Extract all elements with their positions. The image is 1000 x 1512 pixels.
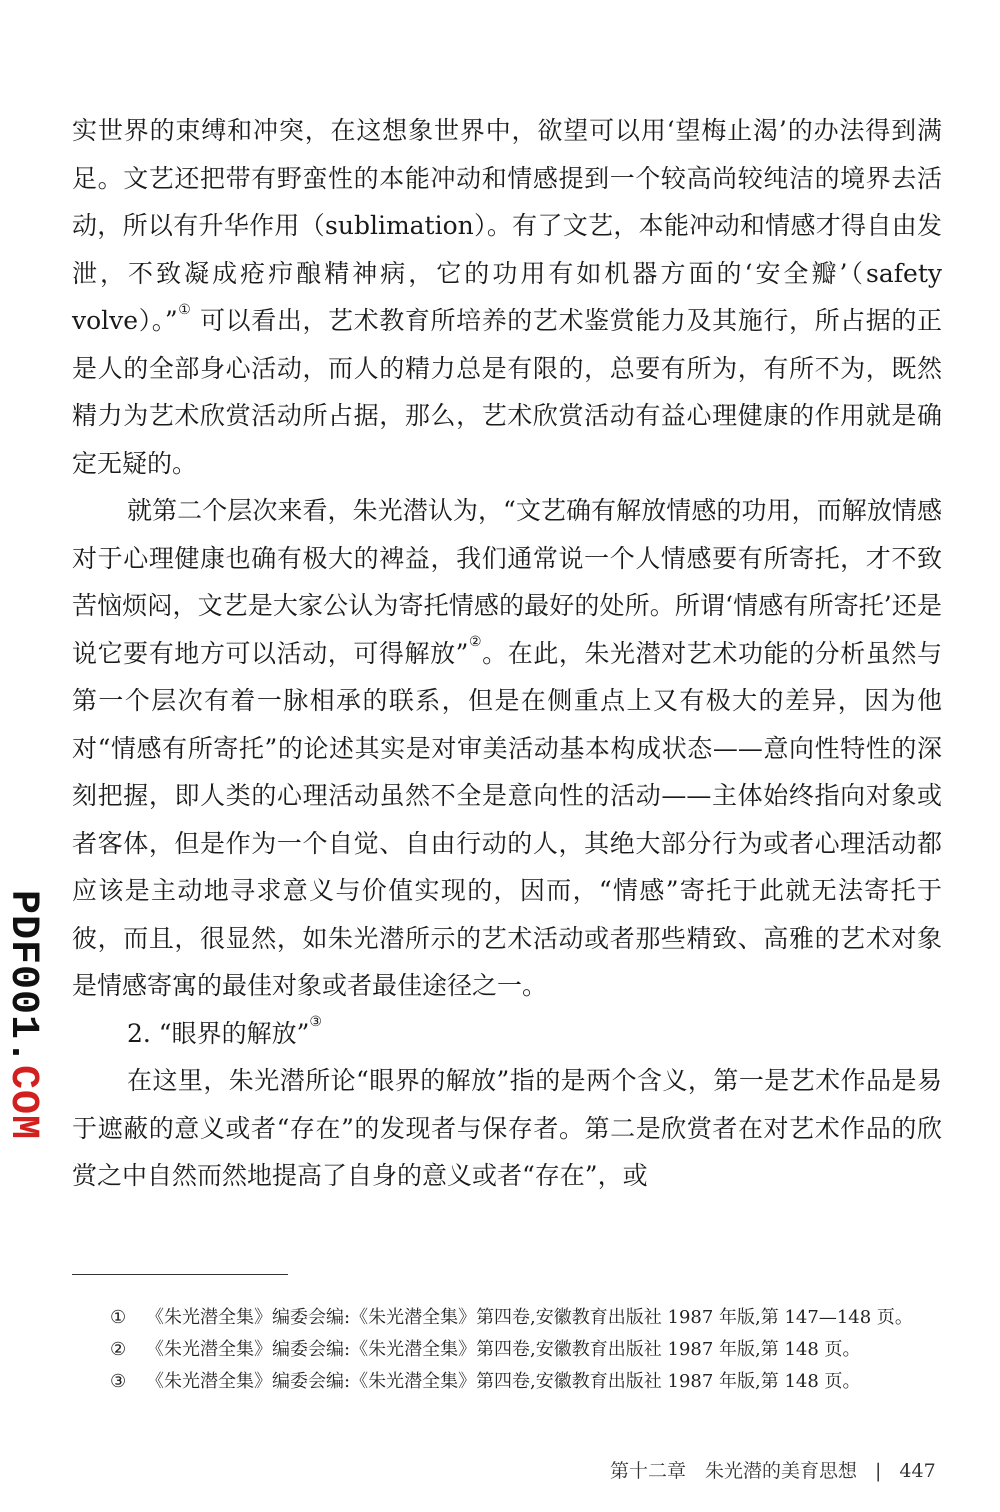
page-number: 447 — [899, 1460, 936, 1482]
paragraph-2-tail: 。在此，朱光潜对艺术功能的分析虽然与第一个层次有着一脉相承的联系，但是在侧重点上又有极大的差异，因为他对“情感有所寄托”的论述其实是对审美活动基本构成状态——意向性特性的深刻把握，即人类的心理活动虽然不全是意向性的活动——主体始终指向对象或者客体，但是作为一个自觉、自由行动的人，其绝大部分行为或者心理活动都应该是主动地寻求意义与价值实现的，因而，“情感”寄托于此就无法寄托于彼，而且，很显然，如朱光潜所示的艺术活动或者那些精致、高雅的艺术对象是情感寄寓的最佳对象或者最佳途径之一。 — [72, 638, 942, 1000]
footnote-mark: ① — [110, 1307, 127, 1328]
footnote-ref-3[interactable]: ③ — [309, 1014, 322, 1031]
footer-separator: | — [875, 1460, 882, 1482]
watermark-part-2: COM — [0, 1065, 45, 1141]
footnote-mark: ② — [110, 1339, 127, 1360]
footnote-mark: ③ — [110, 1371, 127, 1392]
paragraph-1 — [72, 107, 942, 487]
footnote-3 — [110, 1366, 950, 1398]
chapter-title: 第十二章 朱光潜的美育思想 — [610, 1460, 858, 1482]
paragraph-2-text: 就第二个层次来看，朱光潜认为，“文艺确有解放情感的功用，而解放情感对于心理健康也确有极大的裨益，我们通常说一个人情感要有所寄托，才不致苦恼烦闷，文艺是大家公认为寄托情感的最好的处所。所谓‘情感有所寄托’还是说它要有地方可以活动，可得解放” — [72, 496, 942, 668]
running-footer — [610, 1456, 936, 1483]
section-heading — [72, 1010, 942, 1058]
watermark — [0, 890, 45, 1141]
body-text — [72, 107, 942, 1200]
footnote-text: 《朱光潜全集》编委会编:《朱光潜全集》第四卷,安徽教育出版社 1987 年版,第 148 页。 — [146, 1339, 861, 1360]
footnote-divider — [72, 1274, 288, 1275]
watermark-part-1: PDF001. — [0, 890, 45, 1066]
footnote-2 — [110, 1334, 950, 1366]
section-heading-text: 2. “眼界的解放” — [127, 1018, 310, 1048]
paragraph-3-text: 在这里，朱光潜所论“眼界的解放”指的是两个含义，第一是艺术作品是易于遮蔽的意义或者“存在”的发现者与保存者。第二是欣赏者在对艺术作品的欣赏之中自然而然地提高了自身的意义或者“存在”，或 — [72, 1066, 942, 1190]
footnote-text: 《朱光潜全集》编委会编:《朱光潜全集》第四卷,安徽教育出版社 1987 年版,第 148 页。 — [146, 1371, 861, 1392]
footnote-text: 《朱光潜全集》编委会编:《朱光潜全集》第四卷,安徽教育出版社 1987 年版,第 147—148 页。 — [146, 1307, 913, 1328]
paragraph-1-text: 实世界的束缚和冲突，在这想象世界中，欲望可以用‘望梅止渴’的办法得到满足。文艺还把带有野蛮性的本能冲动和情感提到一个较高尚较纯洁的境界去活动，所以有升华作用（sublimation）。有了文艺，本能冲动和情感才得自由发泄，不致凝成疮疖酿精神病，它的功用有如机器方面的‘安全瓣’（safety volve）。” — [72, 116, 942, 335]
footnote-1 — [110, 1302, 950, 1334]
footnote-ref-1[interactable]: ① — [177, 301, 192, 318]
paragraph-3 — [72, 1057, 942, 1200]
footnote-ref-2[interactable]: ② — [468, 634, 483, 651]
paragraph-2 — [72, 487, 942, 1010]
footnotes — [110, 1302, 950, 1398]
paragraph-1-tail: 可以看出，艺术教育所培养的艺术鉴赏能力及其施行，所占据的正是人的全部身心活动，而人的精力总是有限的，总要有所为，有所不为，既然精力为艺术欣赏活动所占据，那么，艺术欣赏活动有益心理健康的作用就是确定无疑的。 — [72, 306, 942, 478]
